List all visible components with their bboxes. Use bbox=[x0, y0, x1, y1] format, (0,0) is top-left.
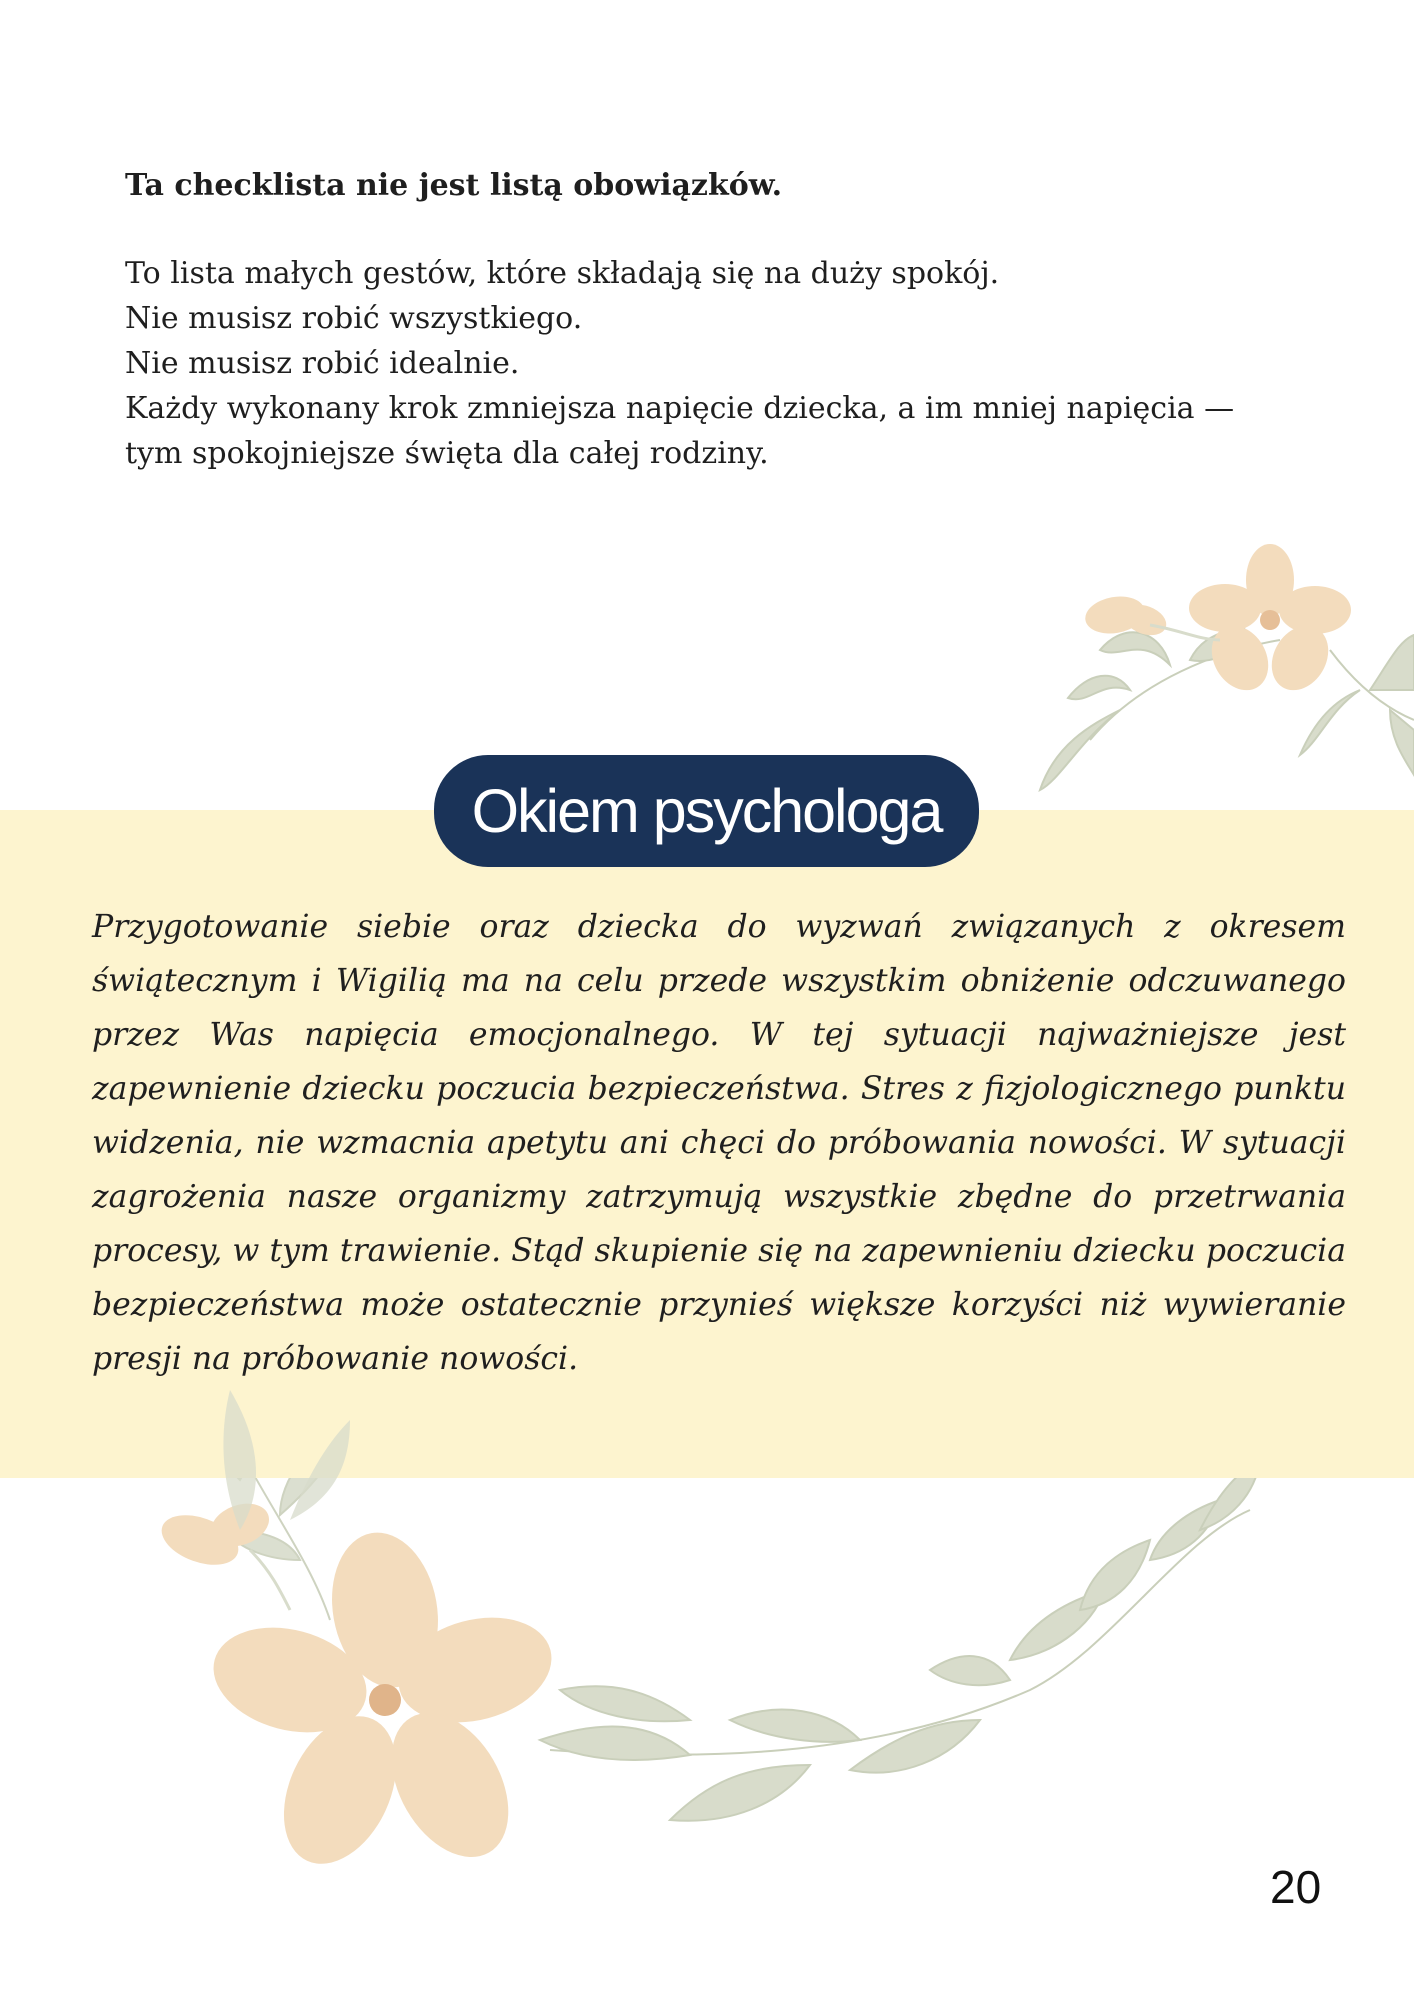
intro-line: Każdy wykonany krok zmniejsza napięcie dziecka, a im mniej napięcia — bbox=[125, 391, 1235, 426]
flower-bottom-left bbox=[202, 1524, 564, 1882]
intro-line: To lista małych gestów, które składają się na duży spokój. bbox=[125, 256, 1000, 291]
section-title-badge bbox=[434, 755, 979, 867]
intro-line: Nie musisz robić idealnie. bbox=[125, 346, 520, 381]
bud-bottom-left bbox=[155, 1496, 290, 1610]
bud-top-right bbox=[1082, 592, 1220, 641]
intro-line: tym spokojniejsze święta dla całej rodziny. bbox=[125, 436, 769, 471]
flower-top-right bbox=[1189, 544, 1351, 700]
intro-heading: Ta checklista nie jest listą obowiązków. bbox=[125, 168, 783, 203]
leaf-branch-lower bbox=[540, 1460, 1260, 1821]
floral-decoration-bottom bbox=[130, 1420, 1280, 1980]
leaf-branch-top-right bbox=[1040, 620, 1414, 790]
floral-decoration-top-right bbox=[1030, 540, 1414, 800]
intro-line: Nie musisz robić wszystkiego. bbox=[125, 301, 583, 336]
section-title: Okiem psychologa bbox=[471, 777, 942, 845]
intro-note bbox=[125, 150, 1325, 476]
section-body-text: Przygotowanie siebie oraz dziecka do wyzwań związanych z okresem świątecznym i Wigilią ma na celu przede wszystkim obniżenie odczuwanego przez Was napięcia emocjonalnego. W tej sytuacji najważniejsze jest zapewnienie dziecku poczucia bezpieczeństwa. Stres z fizjologicznego punktu widzenia, nie wzmacnia apetytu ani chęci do próbowania nowości. W sytuacji zagrożenia nasze organizmy zatrzymują wszystkie zbędne do przetrwania procesy, w tym trawienie. Stąd skupienie się na zapewnieniu dziecku poczucia bezpieczeństwa może ostatecznie przynieś większe korzyści niż wywieranie presji na próbowanie nowości. bbox=[92, 909, 1346, 1377]
page-number: 20 bbox=[1270, 1861, 1322, 1913]
